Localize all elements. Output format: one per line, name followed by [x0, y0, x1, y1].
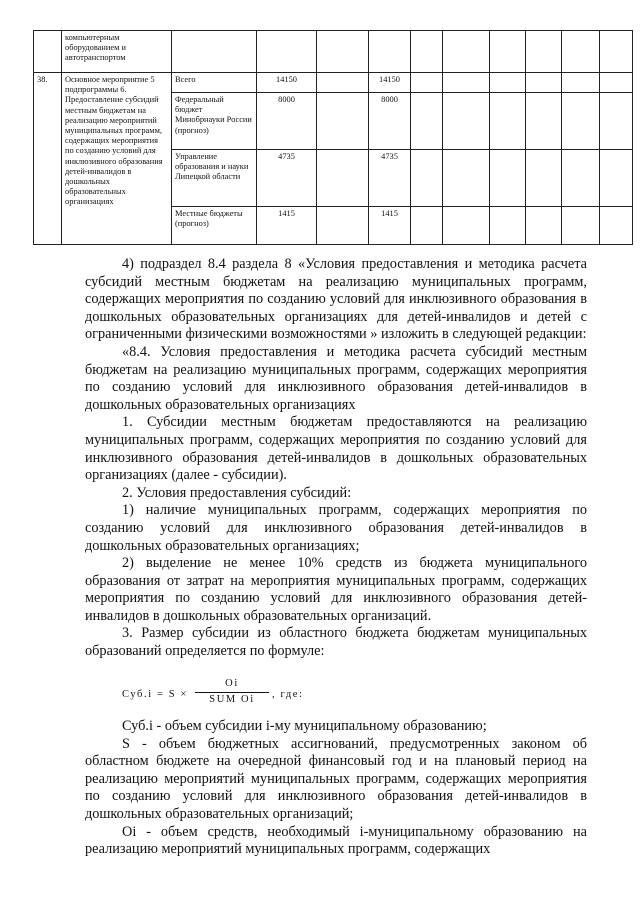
- paragraph-item-1: 1. Субсидии местным бюджетам предоставляются на реализацию муниципальных программ, содержащих мероприятия по созданию условий для инклюзивного образования детей-инвалидов в дошкольных образовательных организациях (далее - субсидии).: [85, 414, 587, 484]
- table-row-38: [34, 73, 633, 93]
- paragraph-conditions-heading: 2. Условия предоставления субсидий:: [122, 484, 352, 501]
- funding-source-cell: Всего: [172, 73, 257, 93]
- amount-cell: 14150: [369, 73, 411, 93]
- paragraph-condition-2: 2) выделение не менее 10% средств из бюджета муниципального образования от затрат на мероприятия муниципальных программ, содержащих мероприятия по созданию условий для инклюзивного образования детей-инвалидов в дошкольных образовательных организаций.: [85, 555, 587, 624]
- amount-cell: 8000: [257, 93, 317, 150]
- table-row-continued: [34, 31, 633, 73]
- paragraph-condition-1: 1) наличие муниципальных программ, содержащих мероприятия по созданию условий для инклюзивного образования детей-инвалидов в дошкольных образовательных организациях;: [85, 502, 587, 554]
- document-body-definitions: [85, 718, 587, 859]
- row-number-cell: [34, 31, 62, 73]
- paragraph-def-oi: Oi - объем средств, необходимый i-муниципальному образованию на реализацию мероприятий муниципальных программ, содержащих: [85, 823, 587, 858]
- funding-source-cell: Местные бюджеты (прогноз): [172, 207, 257, 245]
- budget-table: [33, 30, 633, 245]
- formula-tail: , где:: [272, 689, 304, 700]
- row-number-cell: 38.: [34, 73, 62, 245]
- paragraph-def-s: S - объем бюджетных ассигнований, предусмотренных законом об областном бюджете на очередной финансовый год и на плановый период на реализацию мероприятий муниципальных программ, содержащих мероприятия по созданию условий для инклюзивного образования детей-инвалидов в дошкольных образовательных организаций;: [85, 735, 587, 822]
- paragraph-section-title: «8.4. Условия предоставления и методика расчета субсидий местным бюджетам на реализацию муниципальных программ, содержащих мероприятия по созданию условий для инклюзивного образования детей-инвалидов в дошкольных образовательных организациях: [85, 343, 587, 413]
- formula-lhs: Суб.i = S ×: [122, 689, 188, 700]
- event-description-cell: Основное мероприятие 5 подпрограммы 6. Предоставление субсидий местным бюджетам на реализацию мероприятий муниципальных программ, содержащих мероприятия по созданию условий для инклюзивного образования детей-инвалидов в дошкольных образовательных организациях: [62, 73, 172, 245]
- paragraph-item-3: 3. Размер субсидии из областного бюджета бюджетам муниципальных образований определяется по формуле:: [85, 625, 587, 660]
- event-description-cell: компьютерным оборудованием и автотранспортом: [62, 31, 172, 73]
- funding-source-cell: Управление образования и науки Липецкой области: [172, 150, 257, 207]
- paragraph-amendment: 4) подраздел 8.4 раздела 8 «Условия предоставления и методика расчета субсидий местным бюджетам на реализацию муниципальных программ, содержащих мероприятия по созданию условий для инклюзивного образования в дошкольных образовательных организациях для детей-инвалидов и детей с ограниченными физическими возможностями » изложить в следующей редакции:: [85, 256, 587, 343]
- amount-cell: 1415: [257, 207, 317, 245]
- formula-fraction: [195, 678, 269, 705]
- formula-denominator: SUM Oi: [209, 694, 255, 705]
- funding-source-cell: Федеральный бюджет Минобрнауки России (прогноз): [172, 93, 257, 150]
- amount-cell: 4735: [257, 150, 317, 207]
- amount-cell: 14150: [257, 73, 317, 93]
- amount-cell: 8000: [369, 93, 411, 150]
- formula-numerator: Oi: [225, 678, 239, 689]
- amount-cell: 4735: [369, 150, 411, 207]
- document-body: [85, 256, 587, 661]
- paragraph-def-sub: Суб.i - объем субсидии i-му муниципальному образованию;: [122, 718, 487, 734]
- amount-cell: 1415: [369, 207, 411, 245]
